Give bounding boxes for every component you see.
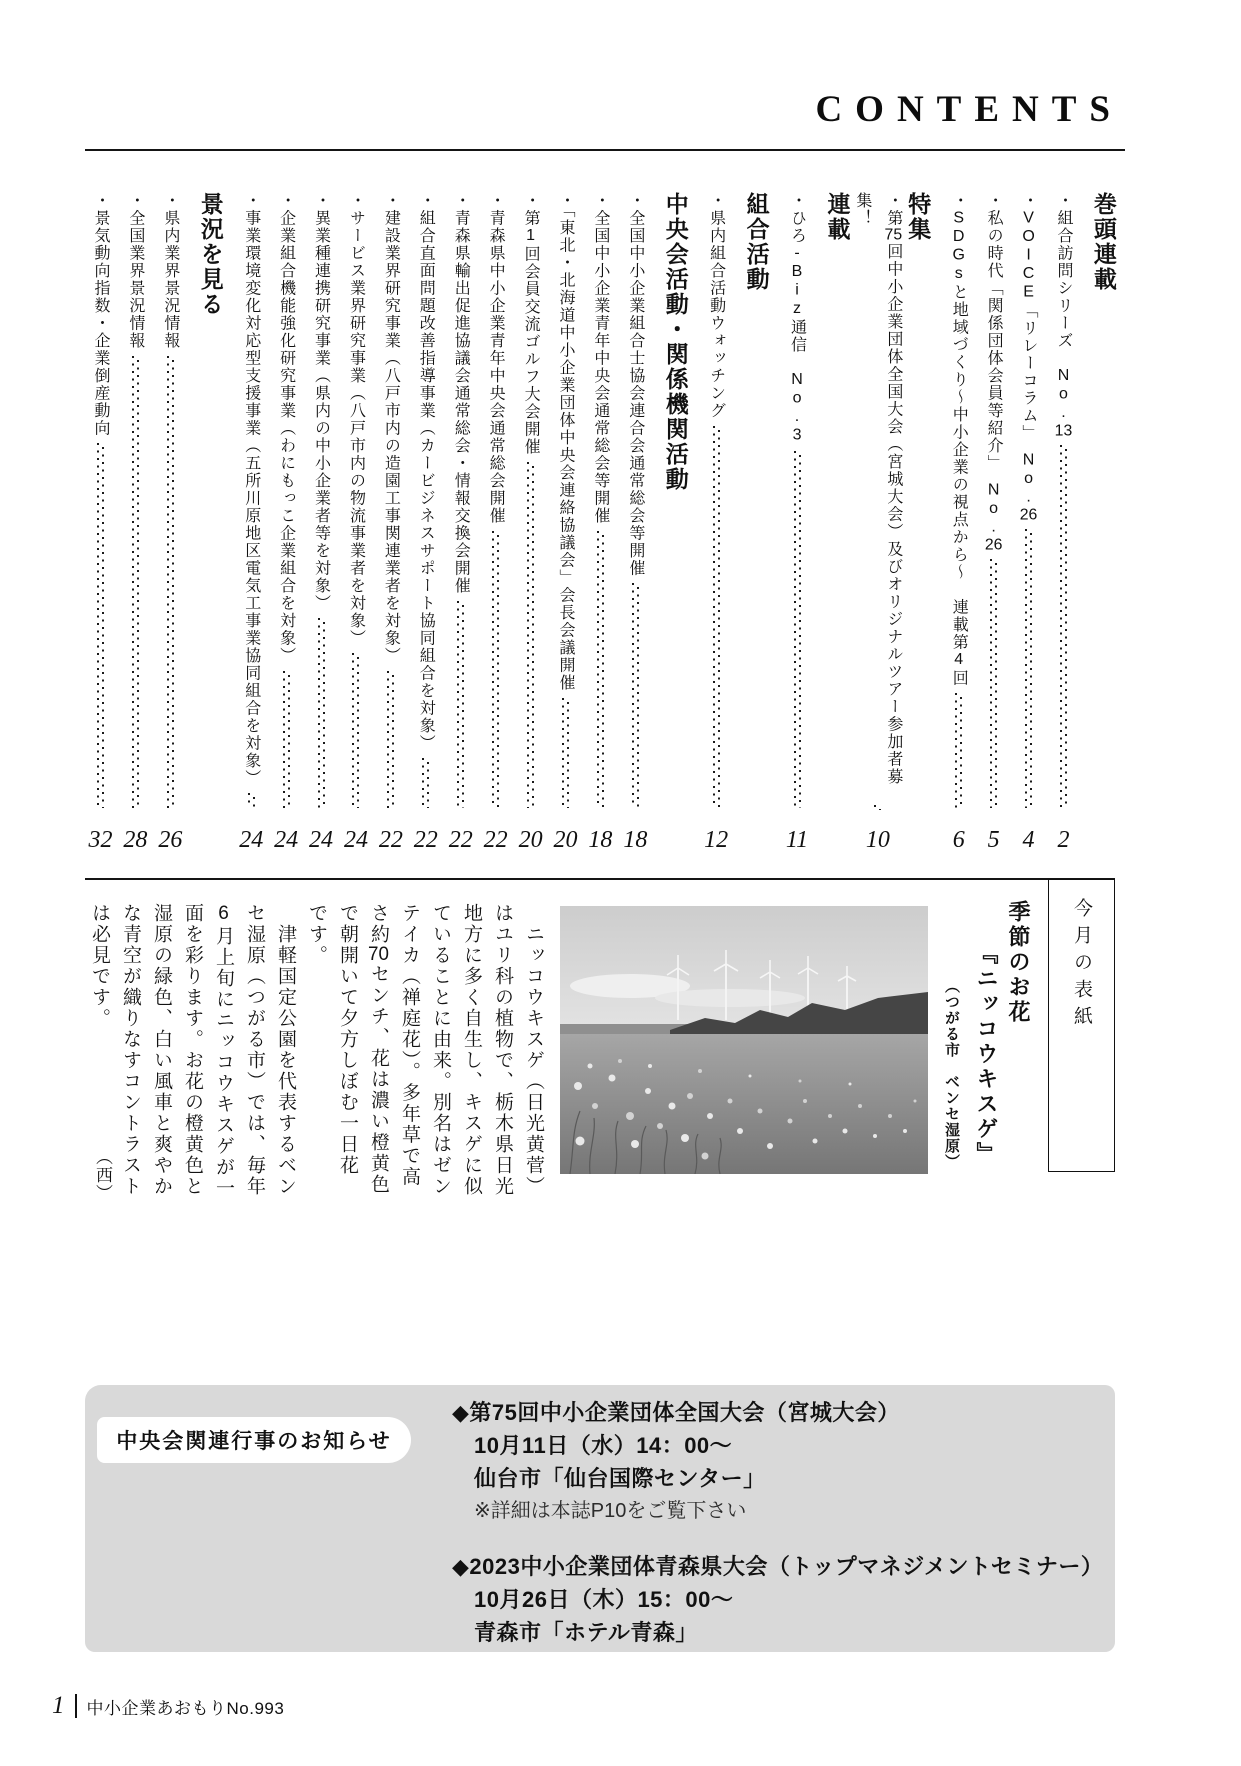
event-venue: 青森市「ホテル青森」	[474, 1620, 698, 1645]
toc-page-number: 20	[518, 827, 543, 853]
dotted-leader	[352, 653, 359, 808]
toc-page-number: 28	[123, 827, 148, 853]
toc-item[interactable]	[480, 192, 511, 854]
dotted-leader	[874, 805, 881, 809]
dotted-leader	[167, 356, 174, 809]
toc-list	[85, 192, 1125, 854]
dotted-leader	[97, 443, 104, 808]
toc-item[interactable]	[853, 192, 903, 854]
event-title: ◆第75回中小企業団体全国大会（宮城大会）	[452, 1400, 900, 1425]
dotted-leader	[990, 559, 997, 808]
footer-divider	[75, 1694, 77, 1718]
cover-headline-season: 季節のお花	[1006, 900, 1031, 1025]
toc-item[interactable]	[340, 192, 371, 854]
cover-caption-box	[1048, 879, 1115, 1172]
cover-headline-location: （つがる市 ベンセ湿原）	[943, 978, 960, 1170]
cover-section-rule	[85, 878, 1115, 880]
toc-item-label: ・第1回会員交流ゴルフ大会開催	[522, 192, 540, 456]
cover-headline-flower: 『ニッコウキスゲ』	[974, 942, 999, 1167]
toc-item[interactable]	[306, 192, 337, 854]
toc-item-label: ・全国業界景況情報	[126, 192, 144, 350]
toc-item-label: ・サービス業界研究事業（八戸市内の物流事業者を対象）	[347, 192, 365, 647]
toc-page-number: 18	[623, 827, 648, 853]
event-title: ◆2023中小企業団体青森県大会（トップマネジメントセミナー）	[452, 1554, 1104, 1579]
toc-page-number: 18	[588, 827, 613, 853]
toc-item[interactable]	[1013, 192, 1044, 854]
toc-section-heading-label: 連載	[824, 192, 851, 242]
toc-section-heading-label: 特集	[905, 192, 932, 242]
toc-item[interactable]	[620, 192, 651, 854]
toc-item[interactable]	[585, 192, 616, 854]
footer-page-number: 1	[52, 1692, 65, 1719]
dotted-leader	[248, 793, 255, 808]
notice-label: 中央会関連行事のお知らせ	[97, 1417, 411, 1463]
toc-page-number: 6	[952, 827, 965, 853]
toc-item[interactable]	[701, 192, 732, 854]
toc-section-heading	[1083, 192, 1125, 854]
toc-page-number: 10	[865, 827, 890, 853]
cover-photo	[560, 906, 928, 1174]
footer-magazine-title: 中小企業あおもりNo.993	[86, 1698, 285, 1718]
toc-item-label: ・全国中小企業組合士協会連合会通常総会等開催	[626, 192, 644, 577]
toc-item[interactable]	[515, 192, 546, 854]
toc-item[interactable]	[155, 192, 186, 854]
toc-page-number: 22	[378, 827, 403, 853]
toc-item-label: ・組合訪問シリーズ No.13	[1054, 192, 1073, 439]
toc-page-number: 5	[987, 827, 1000, 853]
dotted-leader	[132, 356, 139, 809]
header-rule	[85, 149, 1125, 151]
toc-item[interactable]	[782, 192, 813, 854]
event-note: ※詳細は本誌P10をご覧下さい	[474, 1500, 747, 1522]
dotted-leader	[597, 531, 604, 809]
dotted-leader	[794, 451, 801, 808]
toc-page-number: 24	[343, 827, 368, 853]
toc-item[interactable]	[978, 192, 1009, 854]
toc-item-label: ・第75回中小企業団体全国大会（宮城大会）及びオリジナルツアー参加者募集！	[853, 192, 903, 786]
toc-item[interactable]	[943, 192, 974, 854]
toc-page-number: 20	[553, 827, 578, 853]
toc-item-label: ・SDGsと地域づくり～中小企業の視点から～ 連載第4回	[950, 192, 968, 687]
toc-item[interactable]	[445, 192, 476, 854]
toc-item-label: ・異業種連携研究事業（県内の中小企業者等を対象）	[312, 192, 330, 612]
event-datetime: 10月11日（水）14：00～	[474, 1433, 733, 1458]
toc-item-label: ・企業組合機能強化研究事業（わにもっこ企業組合を対象）	[277, 192, 295, 665]
toc-item-label: ・全国中小企業青年中央会通常総会等開催	[591, 192, 609, 525]
dotted-leader	[1025, 529, 1032, 808]
toc-item-label: ・「東北・北海道中小企業団体中央会連絡協議会」会長会議開催	[556, 192, 574, 692]
toc-item-label: ・青森県中小企業青年中央会通常総会開催	[487, 192, 505, 525]
toc-section-heading-label: 中央会活動・関係機関活動	[662, 192, 689, 492]
dotted-leader	[318, 618, 325, 808]
cover-caption-label: 今月の表紙	[1071, 898, 1092, 1033]
toc-section-heading	[736, 192, 778, 854]
toc-item-label: ・建設業界研究事業（八戸市内の造園工事関連業者を対象）	[382, 192, 400, 665]
toc-item-label: ・組合直面問題改善指導事業（カービジネスサポート協同組合を対象）	[417, 192, 435, 752]
dotted-leader	[632, 583, 639, 808]
dotted-leader	[387, 671, 394, 809]
toc-item-label: ・ひろ-Biz通信 No.3	[788, 192, 806, 445]
toc-item[interactable]	[271, 192, 302, 854]
toc-item[interactable]	[85, 192, 116, 854]
toc-item-label: ・景気動向指数・企業倒産動向	[92, 192, 109, 437]
dotted-leader	[422, 758, 429, 808]
dotted-leader	[283, 671, 290, 809]
toc-page-number: 32	[88, 827, 113, 853]
dotted-leader	[955, 693, 962, 808]
toc-section-heading	[897, 192, 939, 854]
toc-section-heading-label: 景況を見る	[197, 192, 224, 317]
toc-page-number: 2	[1057, 827, 1070, 853]
notice-events	[452, 1396, 1112, 1649]
toc-item[interactable]	[375, 192, 406, 854]
toc-page-number: 22	[483, 827, 508, 853]
toc-page-number: 12	[704, 827, 729, 853]
page-footer	[52, 1692, 284, 1720]
toc-item-label: ・県内組合活動ウォッチング	[707, 192, 725, 420]
event-venue: 仙台市「仙台国際センター」	[474, 1466, 766, 1491]
toc-page-number: 11	[785, 827, 809, 853]
toc-section-heading	[190, 192, 232, 854]
toc-item[interactable]	[236, 192, 267, 854]
dotted-leader	[457, 601, 464, 809]
toc-item-label: ・私の時代「関係団体会員等紹介」 No.26	[984, 192, 1003, 553]
dotted-leader	[527, 462, 534, 809]
toc-page-number: 24	[274, 827, 299, 853]
toc-item-label: ・青森県輸出促進協議会通常総会・情報交換会開催	[452, 192, 470, 595]
cover-author-signature: （西）	[93, 1148, 112, 1202]
toc-page-number: 4	[1022, 827, 1035, 853]
flower-field	[560, 1034, 928, 1174]
toc-page-number: 24	[239, 827, 264, 853]
toc-page-number: 22	[448, 827, 473, 853]
dotted-leader	[492, 531, 499, 809]
toc-item-label: ・VOICE「リレーコラム」 No.26	[1019, 192, 1038, 523]
toc-item-label: ・県内業界景況情報	[161, 192, 179, 350]
toc-page-number: 26	[158, 827, 183, 853]
event-datetime: 10月26日（木）15：00～	[474, 1587, 734, 1612]
toc-item-label: ・事業環境変化対応型支援事業（五所川原地区電気工事業協同組合を対象）	[242, 192, 260, 787]
toc-item[interactable]	[410, 192, 441, 854]
dotted-leader	[562, 698, 569, 809]
cover-description-text: ニッコウキスゲ（日光黄菅） はユリ科の植物で、栃木県日光 地方に多く自生し、キスゲに似 ていることに由来。別名はゼン テイカ（禅庭花）。多年草で高 さ約70センチ、花は濃い橙黄色 で朝開いて夕方しぼむ一日花 です。 津軽国定公園を代表するベン セ湿原（つがる市）では、毎年 6月上旬にニッコウキスゲが一 面を彩ります。お花の橙黄色と 湿原の緑色、白い風車と爽やか な青空が織りなすコントラスト は必見です。	[89, 903, 544, 1199]
toc-item[interactable]	[550, 192, 581, 854]
dotted-leader	[713, 426, 720, 809]
page-title: CONTENTS	[815, 89, 1123, 130]
toc-item[interactable]	[120, 192, 151, 854]
toc-page-number: 22	[413, 827, 438, 853]
toc-section-heading	[655, 192, 697, 854]
toc-section-heading-label: 巻頭連載	[1090, 192, 1117, 292]
toc-page-number: 24	[309, 827, 334, 853]
toc-item[interactable]	[1048, 192, 1079, 854]
event-gap	[452, 1528, 1112, 1550]
dotted-leader	[1060, 445, 1067, 809]
toc-section-heading-label: 組合活動	[743, 192, 770, 292]
